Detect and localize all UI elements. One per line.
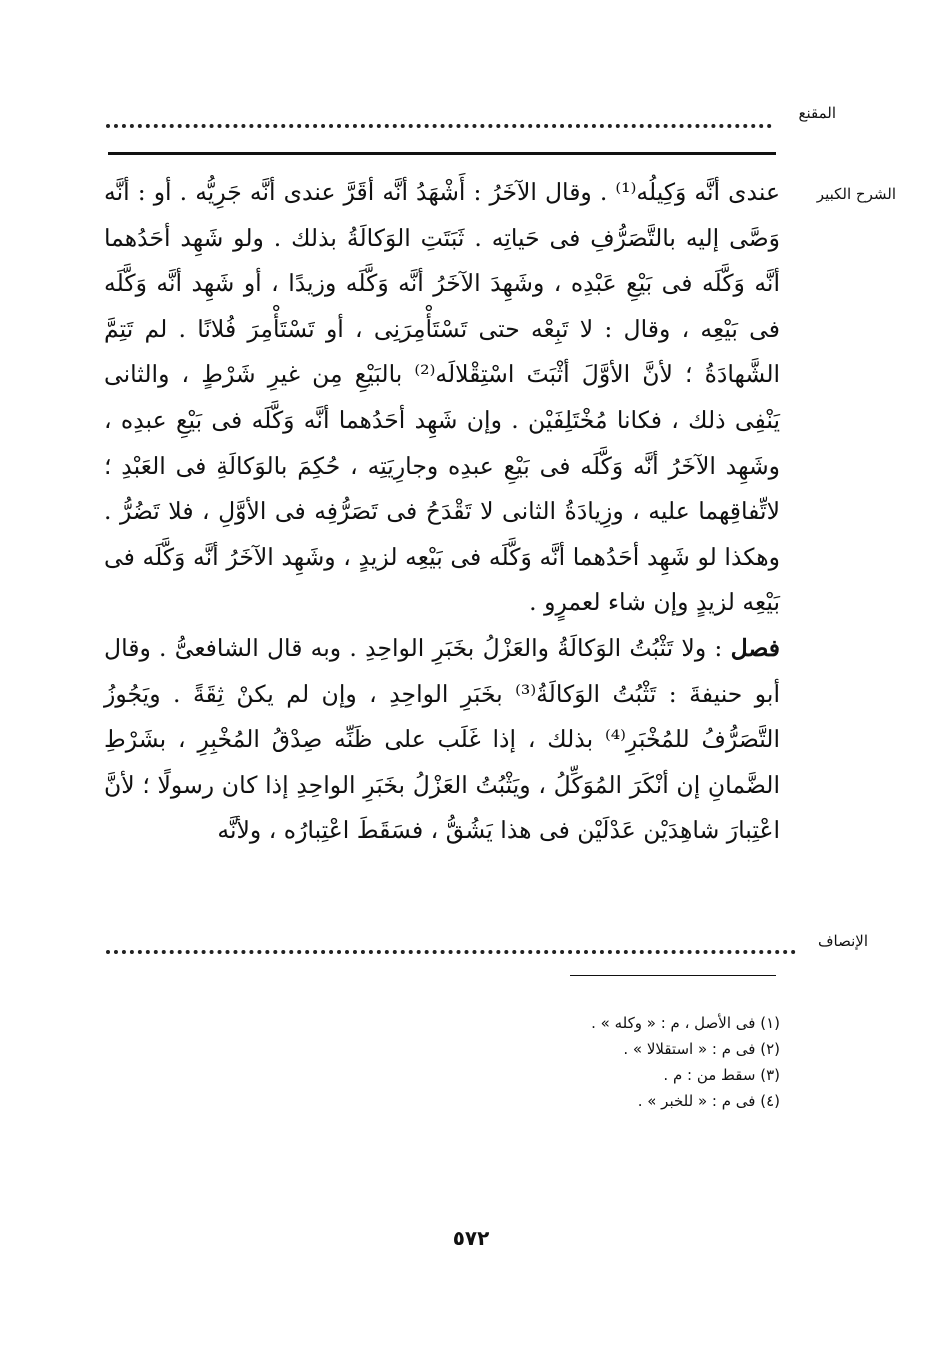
top-rule (108, 152, 776, 155)
footnote-3: (٣) سقط من : م . (663, 1066, 780, 1084)
footnote-1: (١) فى الأصل ، م : « وكله » . (591, 1014, 780, 1032)
fasl-heading: فصل (730, 633, 780, 662)
main-paragraph-2 (104, 626, 780, 854)
main-paragraph-2-text: : ولا تَثْبُتُ الوَكالَةُ والعَزْلُ بخَبَرِ الواحِدِ . وبه قال الشافعىُّ . وقال أبو حنيفةَ : تَثْبُتُ الوَكالَةُ⁽³⁾ بخَبَرِ الواحِدِ ، وإن لم يكنْ ثِقَةً . ويَجُوزُ التَّصَرُّفُ للمُخْبَرِ⁽⁴⁾ بذلك ، إذا غَلَب على ظَنِّه صِدْقُ المُخْبِرِ ، بشَرْطِ الضَّمانِ إن أنْكَرَ المُوَكِّلُ ، ويَثْبُتُ العَزْلُ بخَبَرِ الواحِدِ إذا كان رسولًا ؛ لأنَّ اعْتِبارَ شاهِدَيْن عَدْلَيْن فى هذا يَشُقُّ ، فسَقَطَ اعْتِبارُه ، ولأنَّه (104, 633, 780, 845)
muqni-margin-label: المقنع (798, 104, 836, 122)
footnote-rule (570, 975, 776, 976)
muqni-dotted-separator (106, 124, 772, 128)
page-number: ٥٧٢ (452, 1226, 490, 1250)
sharh-margin-label: الشرح الكبير (816, 185, 896, 203)
insaf-dotted-separator (106, 950, 796, 954)
footnote-2: (٢) فى م : « استقلالا » . (623, 1040, 780, 1058)
footnotes (380, 1010, 780, 1114)
footnote-4: (٤) فى م : « للخبر » . (637, 1092, 780, 1110)
main-text-block (104, 170, 780, 854)
main-paragraph-1: عندى أنَّه وَكِيلُه⁽¹⁾ . وقال الآخَرُ : أَشْهَدُ أنَّه أقَرَّ عندى أنَّه جَرِيُّه . أو : أنَّه وَصَّى إليه بالتَّصَرُّفِ فى حَياتِه . ثَبَتَتِ الوَكالَةُ بذلك . ولو شَهِد أحَدُهما أنَّه وَكَّلَه فى بَيْعِ عَبْدِه ، وشَهِدَ الآخَرُ أنَّه وَكَّلَه وزيدًا ، أو شَهِد أنَّه وَكَّلَه فى بَيْعِه ، وقال : لا تَبِعْه حتى تَسْتَأْمِرَنِى ، أو تَسْتَأْمِرَ فُلانًا . لم تَتِمَّ الشَّهادَةُ ؛ لأنَّ الأوَّلَ أثْبَتَ اسْتِقْلالَه⁽²⁾ بالبَيْعِ مِن غيرِ شَرْطٍ ، والثانى يَنْفِى ذلك ، فكانا مُخْتَلِفَيْن . وإن شَهِد أحَدُهما أنَّه وَكَّلَه فى بَيْعِ عبدِه ، وشَهِد الآخَرُ أنَّه وَكَّلَه فى بَيْعِ عبدِه وجارِيَتِه ، حُكِمَ بالوَكالَةِ فى العَبْدِ ؛ لاتِّفاقِهما عليه ، وزِيادَةُ الثانى لا تَقْدَحُ فى تَصَرُّفِه فى الأوَّلِ ، فلا تَضُرُّ . وهكذا لو شَهِد أحَدُهما أنَّه وَكَّلَه فى بَيْعِه لزيدٍ ، وشَهِد الآخَرُ أنَّه وَكَّلَه فى بَيْعِه لزيدٍ وإن شاء لعمرٍو . (104, 178, 781, 617)
insaf-margin-label: الإنصاف (817, 932, 868, 950)
